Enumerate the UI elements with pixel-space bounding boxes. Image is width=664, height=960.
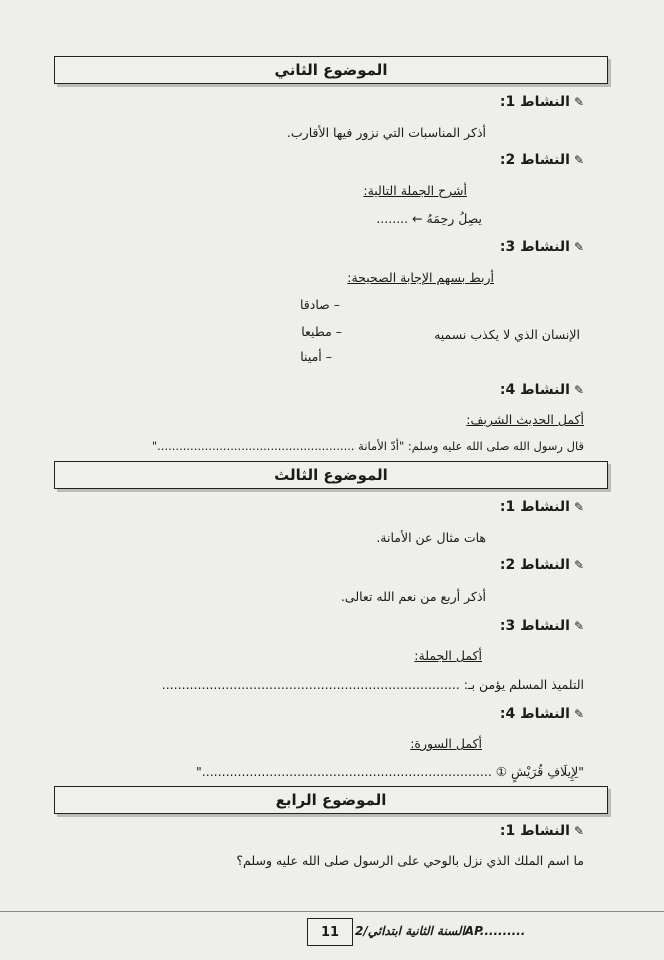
section-title: الموضوع الثاني [274,61,388,79]
activity-text: التلميذ المسلم يؤمن بـ: ........................................................................... [161,677,584,692]
activity-label: ✎ النشاط 4: [499,706,584,722]
activity-text: يصِلُ رحِمَهُ ← ........ [376,211,482,226]
option-item: – أمينا [300,349,332,364]
activity-label: ✎ النشاط 1: [499,94,584,110]
page-number-box [307,918,353,946]
section-header-4 [54,786,608,814]
section-header-3 [54,461,608,489]
activity-label: ✎ النشاط 3: [499,618,584,634]
activity-label: ✎ النشاط 2: [499,557,584,573]
activity-text: "لِإِيلَافِ قُرَيْشٍ ① ........................................................................." [196,764,584,779]
option-item: – صادقا [300,297,340,312]
activity-text: أذكر المناسبات التي نزور فيها الأقارب. [286,125,486,140]
activity-instruction: أكمل الجملة: [414,648,482,663]
activity-text: ما اسم الملك الذي نزل بالوحي على الرسول صلى الله عليه وسلم؟ [236,853,584,868]
page-number: 11 [320,924,340,940]
bullet-icon: ✎ [573,824,584,838]
bullet-icon: ✎ [573,619,584,633]
bullet-icon: ✎ [573,500,584,514]
activity-instruction: أربط بسهم الإجابة الصحيحة: [347,270,494,285]
activity-text: قال رسول الله صلى الله عليه وسلم: "أدّ الأمانة ......................................................" [151,439,584,453]
bullet-icon: ✎ [573,153,584,167]
option-item: – مطيعا [301,324,342,339]
section-title: الموضوع الرابع [275,791,387,809]
activity-label: ✎ النشاط 1: [499,823,584,839]
activity-label: ✎ النشاط 3: [499,239,584,255]
activity-label: ✎ النشاط 1: [499,499,584,515]
bullet-icon: ✎ [573,240,584,254]
activity-label: ✎ النشاط 2: [499,152,584,168]
activity-instruction: أشرح الجملة التالية: [363,183,467,198]
section-title: الموضوع الثالث [274,466,388,484]
bullet-icon: ✎ [573,383,584,397]
activity-instruction: أكمل السورة: [410,736,482,751]
bullet-icon: ✎ [573,95,584,109]
activity-instruction: أكمل الحديث الشريف: [466,412,584,427]
activity-text: أذكر أربع من نعم الله تعالى. [340,589,486,604]
footer-level-text: السنة الثانية ابتدائي/2AP.......... [355,924,526,938]
matching-left-text: الإنسان الذي لا يكذب نسميه [434,327,580,342]
activity-text: هات مثال عن الأمانة. [376,530,486,545]
bullet-icon: ✎ [573,558,584,572]
section-header-2 [54,56,608,84]
bullet-icon: ✎ [573,707,584,721]
footer-divider [0,911,664,912]
activity-label: ✎ النشاط 4: [499,382,584,398]
